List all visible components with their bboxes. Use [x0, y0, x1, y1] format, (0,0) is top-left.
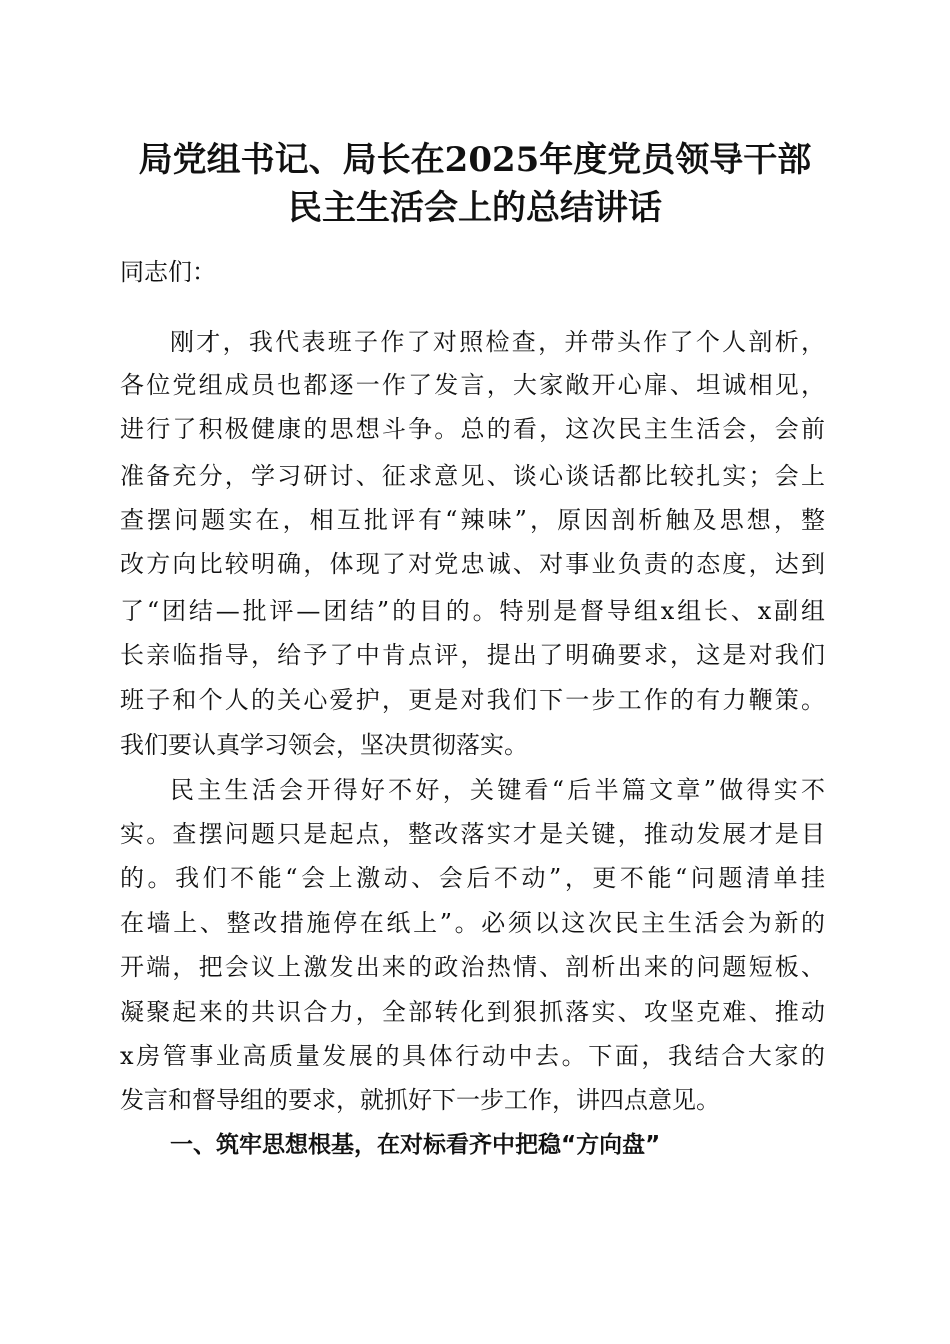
document-title-line-2: 民主生活会上的总结讲话 [288, 188, 662, 228]
paragraph-1-line: 查摆问题实在，相互批评有“辣味”，原因剖析触及思想，整 [120, 506, 825, 534]
paragraph-1-line: 进行了积极健康的思想斗争。总的看，这次民主生活会，会前 [120, 415, 825, 443]
paragraph-2-line: 民主生活会开得好不好，关键看“后半篇文章”做得实不 [170, 776, 825, 804]
paragraph-1-line: 我们要认真学习领会，坚决贯彻落实。 [120, 731, 528, 759]
paragraph-1-line: 班子和个人的关心爱护，更是对我们下一步工作的有力鞭策。 [120, 686, 825, 714]
paragraph-1-line: 改方向比较明确，体现了对党忠诚、对事业负责的态度，达到 [120, 550, 825, 578]
paragraph-2-line: 实。查摆问题只是起点，整改落实才是关键，推动发展才是目 [120, 820, 825, 848]
section-heading-1: 一、筑牢思想根基，在对标看齐中把稳“方向盘” [170, 1132, 661, 1158]
paragraph-1-line: 准备充分，学习研讨、征求意见、谈心谈话都比较扎实；会上 [120, 462, 825, 490]
salutation: 同志们： [120, 258, 216, 286]
paragraph-2-line: 发言和督导组的要求，就抓好下一步工作，讲四点意见。 [120, 1086, 720, 1114]
paragraph-2-line: 开端，把会议上激发出来的政治热情、剖析出来的问题短板、 [120, 953, 825, 981]
paragraph-2-line: 凝聚起来的共识合力，全部转化到狠抓落实、攻坚克难、推动 [120, 998, 825, 1026]
paragraph-2-line: 在墙上、整改措施停在纸上”。必须以这次民主生活会为新的 [120, 909, 825, 937]
paragraph-2-line: x房管事业高质量发展的具体行动中去。下面，我结合大家的 [120, 1042, 825, 1070]
document-title-line-1: 局党组书记、局长在2025年度党员领导干部 [138, 140, 812, 180]
paragraph-1-line: 各位党组成员也都逐一作了发言，大家敞开心扉、坦诚相见， [120, 371, 825, 399]
paragraph-1-line: 刚才，我代表班子作了对照检查，并带头作了个人剖析， [170, 328, 825, 356]
paragraph-1-line: 了“团结—批评—团结”的目的。特别是督导组x组长、x副组 [120, 597, 825, 625]
paragraph-2-line: 的。我们不能“会上激动、会后不动”，更不能“问题清单挂 [120, 864, 825, 892]
paragraph-1-line: 长亲临指导，给予了中肯点评，提出了明确要求，这是对我们 [120, 641, 825, 669]
